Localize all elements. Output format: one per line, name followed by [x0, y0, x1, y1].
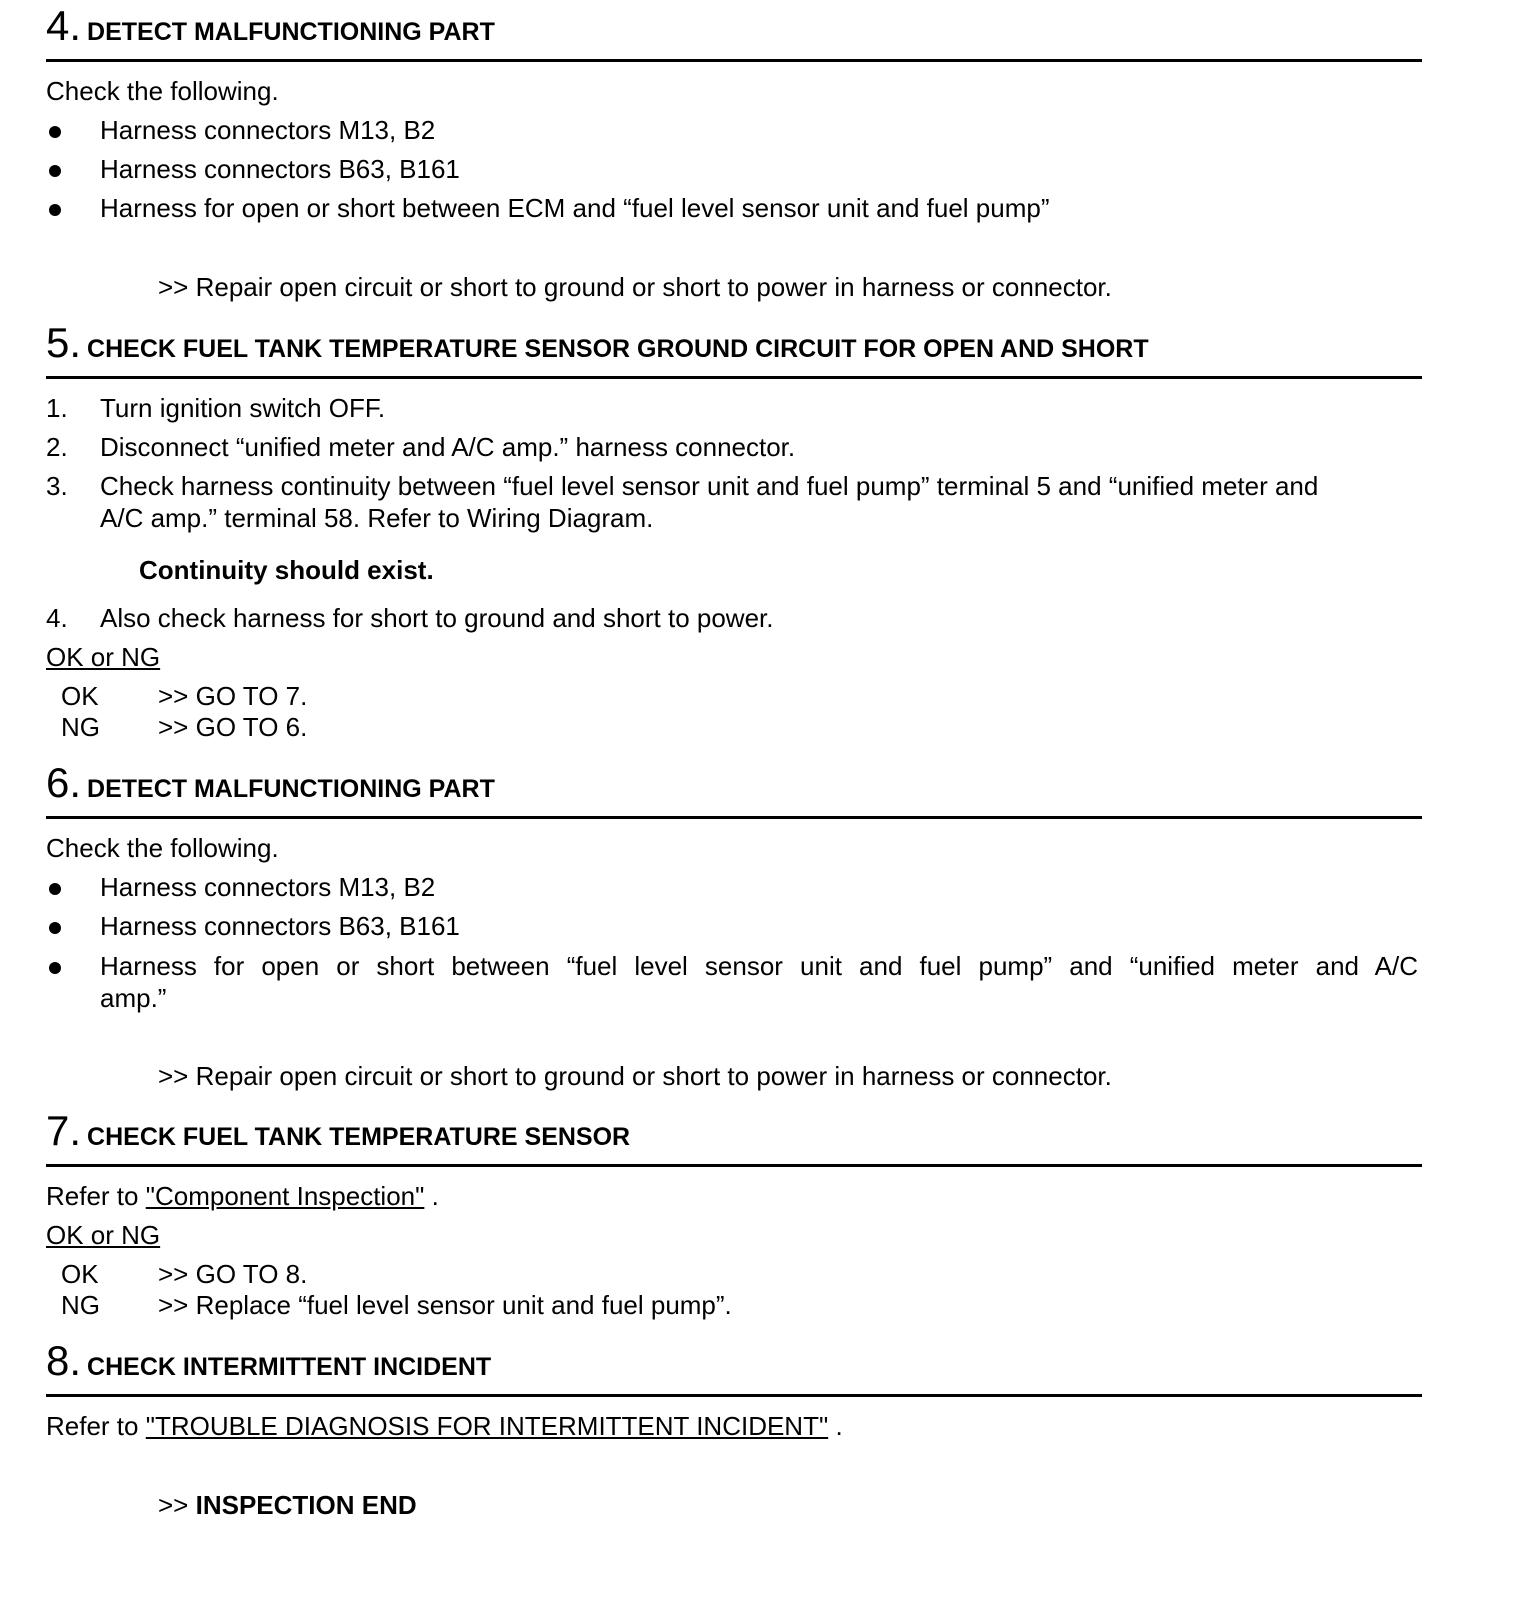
- bullet-icon: [49, 204, 61, 216]
- intro-text: Check the following.: [46, 76, 279, 106]
- section-6-heading: [46, 761, 495, 805]
- result-text: >> Repair open circuit or short to ground or short to power in harness or connector.: [158, 1061, 1112, 1091]
- result-text: >> Repair open circuit or short to ground or short to power in harness or connector.: [158, 272, 1112, 302]
- divider: [46, 376, 1422, 379]
- step-number: 6.: [46, 759, 82, 806]
- step-index: 1.: [46, 393, 68, 423]
- bullet-icon: [49, 922, 61, 934]
- bullet-icon: [49, 126, 61, 138]
- divider: [46, 59, 1422, 62]
- step-text-continued: A/C amp.” terminal 58. Refer to Wiring Diagram.: [100, 503, 654, 533]
- intro-text: Check the following.: [46, 833, 279, 863]
- bullet-icon: [49, 962, 61, 974]
- step-number: 8.: [46, 1337, 82, 1384]
- step-number: 4.: [46, 2, 82, 49]
- step-text: Also check harness for short to ground and short to power.: [100, 603, 774, 633]
- ok-label: OK: [61, 681, 99, 711]
- list-item: Harness connectors M13, B2: [100, 872, 436, 902]
- ng-action: >> GO TO 6.: [158, 712, 308, 742]
- arrow-text: >>: [158, 1490, 189, 1520]
- step-title: DETECT MALFUNCTIONING PART: [87, 775, 495, 803]
- inspection-end: [158, 1490, 417, 1520]
- ng-label: NG: [61, 1290, 100, 1320]
- bullet-icon: [49, 165, 61, 177]
- refer-label: Refer to: [46, 1181, 139, 1211]
- ok-action: >> GO TO 7.: [158, 681, 308, 711]
- step-title: CHECK FUEL TANK TEMPERATURE SENSOR GROUND CIRCUIT FOR OPEN AND SHORT: [87, 335, 1149, 363]
- section-8-heading: [46, 1339, 491, 1383]
- list-item: Harness for open or short between “fuel level sensor unit and fuel pump” and “unified meter and A/C: [100, 951, 1418, 981]
- step-title: CHECK INTERMITTENT INCIDENT: [87, 1353, 492, 1381]
- divider: [46, 816, 1422, 819]
- list-item-continued: amp.”: [100, 983, 167, 1013]
- bullet-icon: [49, 883, 61, 895]
- list-item: Harness for open or short between ECM and “fuel level sensor unit and fuel pump”: [100, 193, 1050, 223]
- intermittent-incident-link[interactable]: "TROUBLE DIAGNOSIS FOR INTERMITTENT INCIDENT": [145, 1411, 829, 1441]
- section-7-heading: [46, 1109, 630, 1153]
- period: .: [835, 1411, 843, 1441]
- step-index: 4.: [46, 603, 68, 633]
- list-item: Harness connectors B63, B161: [100, 911, 460, 941]
- ok-label: OK: [61, 1259, 99, 1289]
- refer-line: [46, 1411, 843, 1441]
- component-inspection-link[interactable]: "Component Inspection": [145, 1181, 425, 1211]
- spec-text: Continuity should exist.: [139, 555, 434, 585]
- ng-action: >> Replace “fuel level sensor unit and fuel pump”.: [158, 1290, 732, 1320]
- divider: [46, 1394, 1422, 1397]
- divider: [46, 1164, 1422, 1167]
- step-number: 5.: [46, 319, 82, 366]
- list-item: Harness connectors B63, B161: [100, 154, 460, 184]
- section-5-heading: [46, 321, 1149, 365]
- step-number: 7.: [46, 1107, 82, 1154]
- step-text: Disconnect “unified meter and A/C amp.” harness connector.: [100, 432, 796, 462]
- ok-action: >> GO TO 8.: [158, 1259, 308, 1289]
- list-item: Harness connectors M13, B2: [100, 115, 436, 145]
- ok-or-ng-label: OK or NG: [46, 642, 161, 672]
- refer-label: Refer to: [46, 1411, 139, 1441]
- step-title: DETECT MALFUNCTIONING PART: [87, 18, 495, 46]
- step-title: CHECK FUEL TANK TEMPERATURE SENSOR: [87, 1123, 631, 1151]
- ok-or-ng-label: OK or NG: [46, 1220, 161, 1250]
- inspection-end-label: INSPECTION END: [195, 1490, 417, 1520]
- ng-label: NG: [61, 712, 100, 742]
- section-4-heading: [46, 4, 495, 48]
- step-index: 3.: [46, 471, 68, 501]
- period: .: [431, 1181, 439, 1211]
- refer-line: [46, 1181, 439, 1211]
- step-index: 2.: [46, 432, 68, 462]
- step-text: Check harness continuity between “fuel level sensor unit and fuel pump” terminal 5 and “unified meter and: [100, 471, 1319, 501]
- step-text: Turn ignition switch OFF.: [100, 393, 386, 423]
